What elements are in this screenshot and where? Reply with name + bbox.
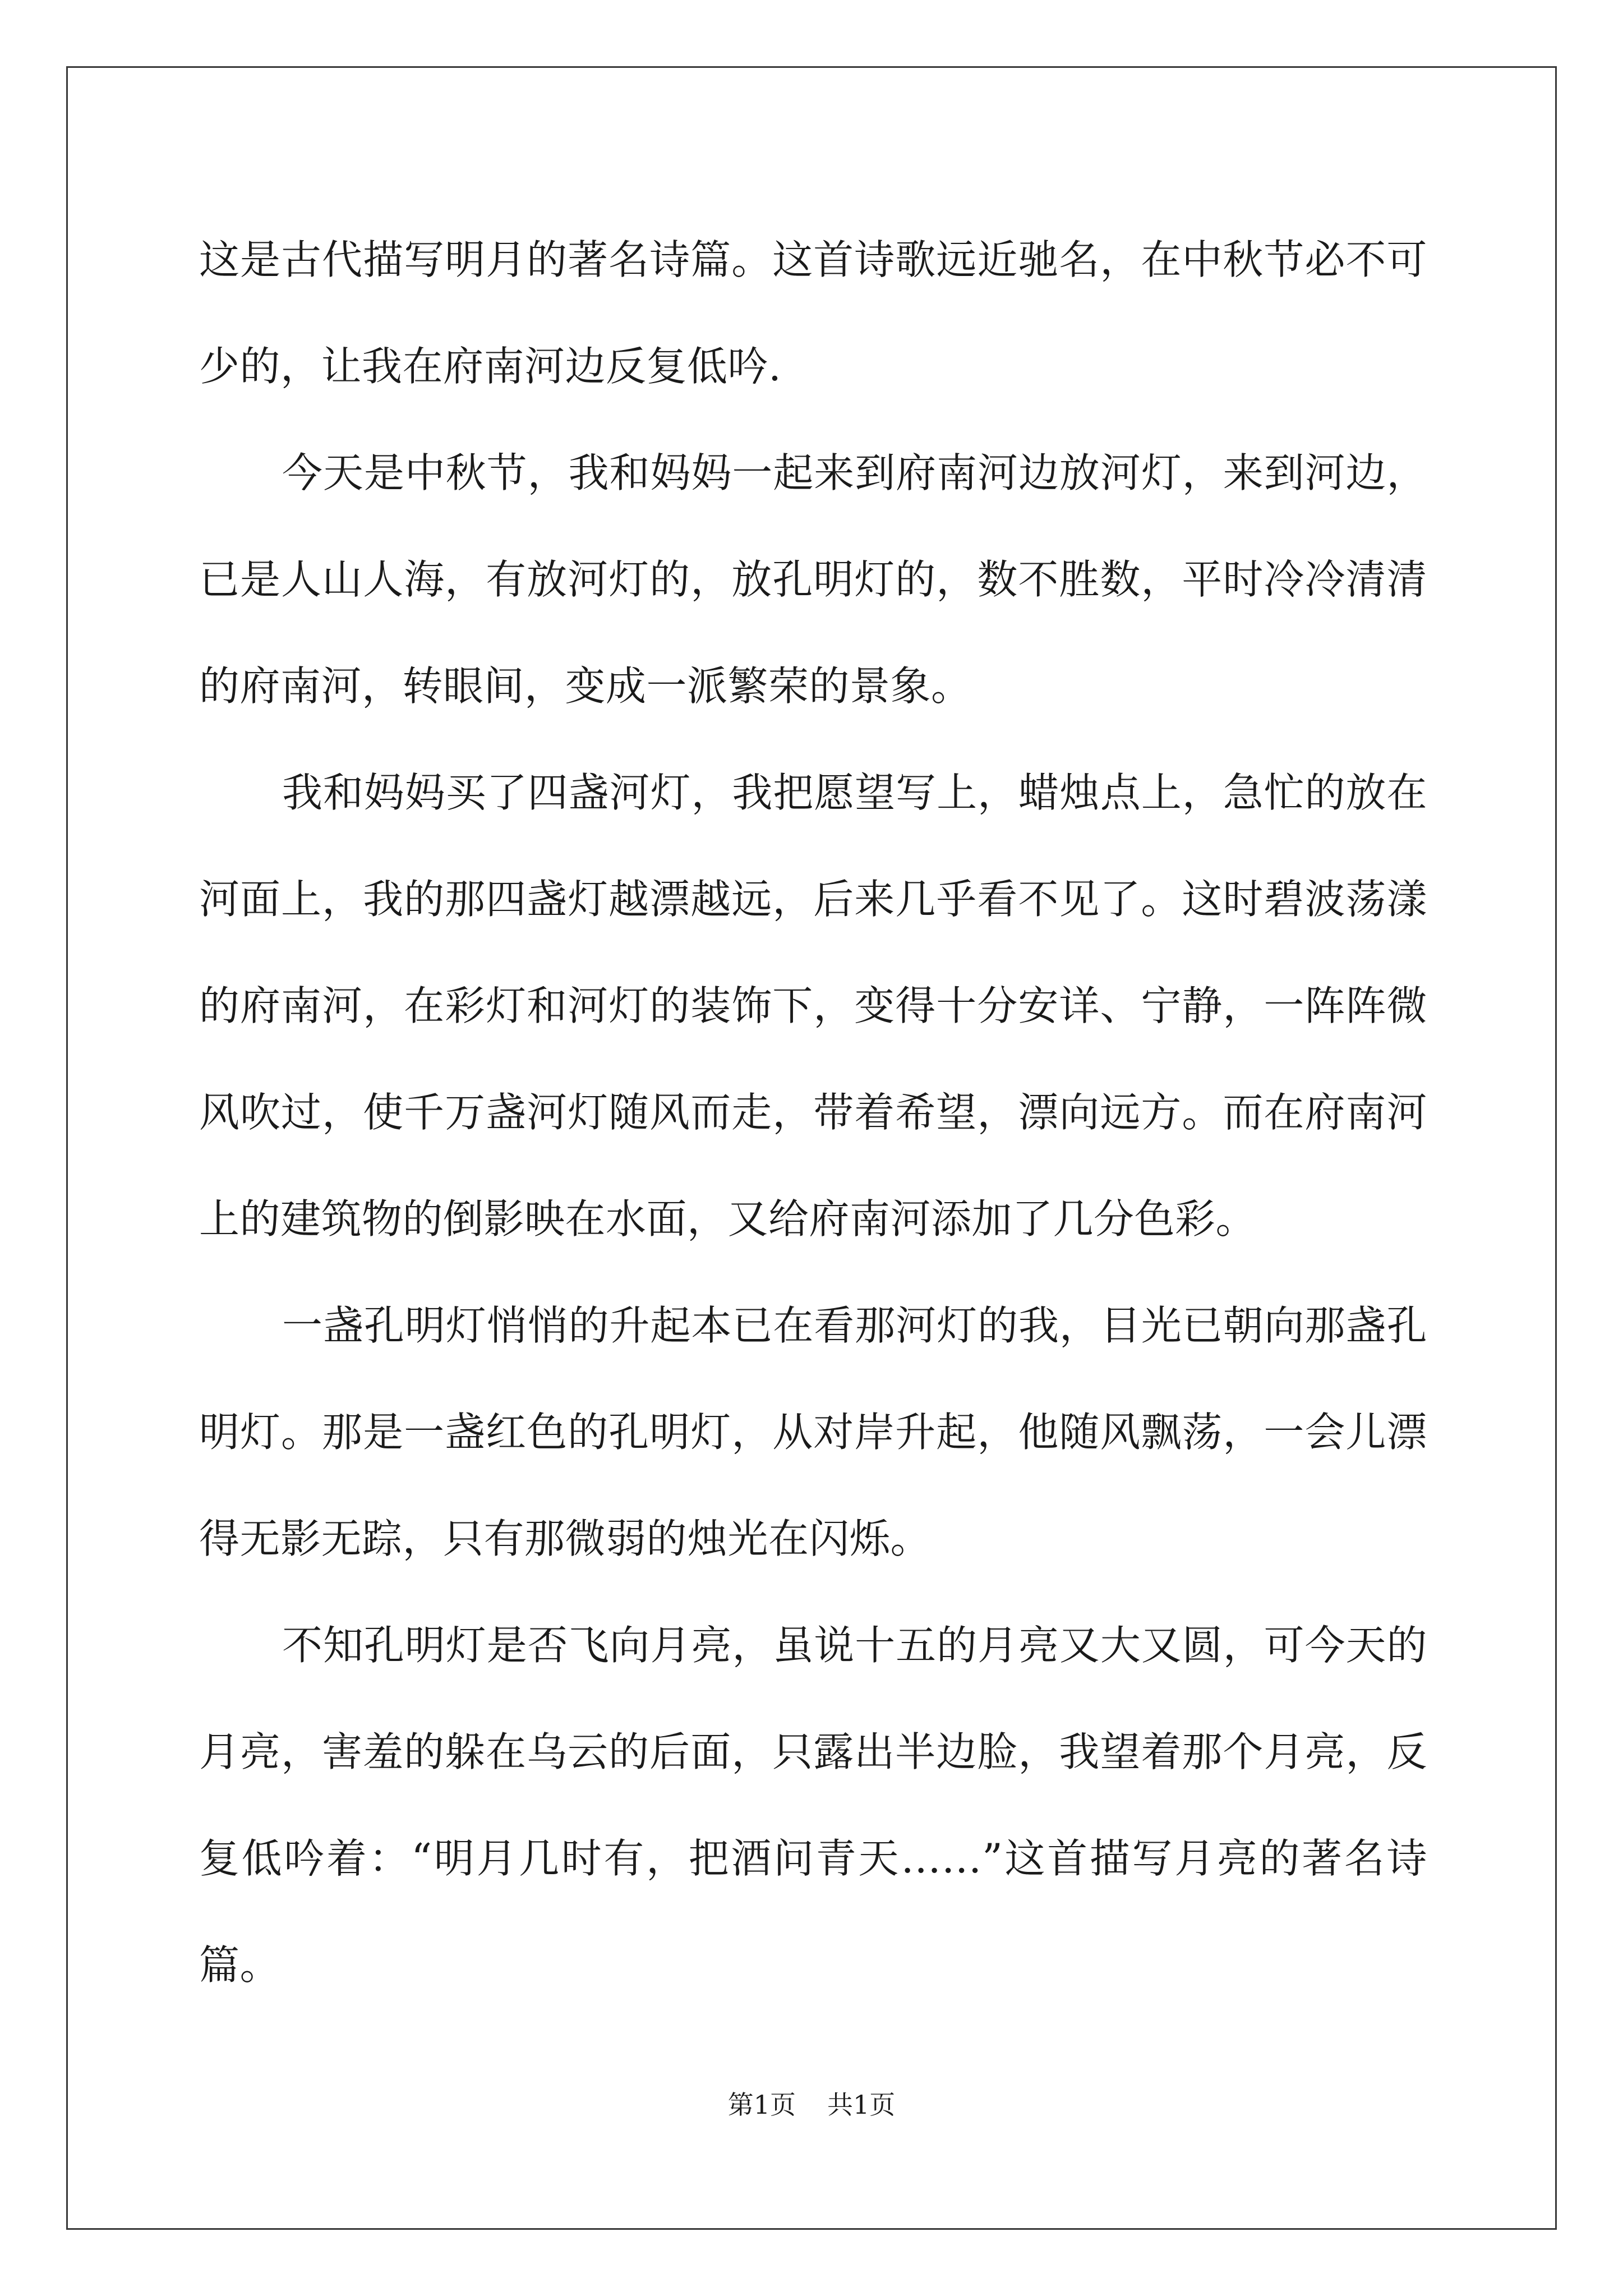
page-number: 第1页 [727,2090,796,2120]
paragraph-2: 今天是中秋节，我和妈妈一起来到府南河边放河灯，来到河边，已是人山人海，有放河灯的，放孔明灯的，数不胜数，平时冷冷清清的府南河，转眼间，变成一派繁荣的景象。 [199,449,1427,710]
document-body [199,206,1427,2018]
page-footer [0,2088,1623,2122]
paragraph-5: 不知孔明灯是否飞向月亮，虽说十五的月亮又大又圆，可今天的月亮，害羞的躲在乌云的后面，只露出半边脸，我望着那个月亮，反复低吟着：“明月几时有，把酒问青天……”这首描写月亮的著名诗篇。 [199,1622,1427,1989]
paragraph-4: 一盏孔明灯悄悄的升起本已在看那河灯的我，目光已朝向那盏孔明灯。那是一盏红色的孔明灯，从对岸升起，他随风飘荡，一会儿漂得无影无踪，只有那微弱的烛光在闪烁。 [199,1302,1427,1562]
page-total: 共1页 [827,2090,896,2120]
paragraph-3: 我和妈妈买了四盏河灯，我把愿望写上，蜡烛点上，急忙的放在河面上，我的那四盏灯越漂越远，后来几乎看不见了。这时碧波荡漾的府南河，在彩灯和河灯的装饰下，变得十分安详、宁静，一阵阵微风吹过，使千万盏河灯随风而走，带着希望，漂向远方。而在府南河上的建筑物的倒影映在水面，又给府南河添加了几分色彩。 [199,769,1427,1243]
paragraph-1: 这是古代描写明月的著名诗篇。这首诗歌远近驰名，在中秋节必不可少的，让我在府南河边反复低吟. [199,236,1427,390]
